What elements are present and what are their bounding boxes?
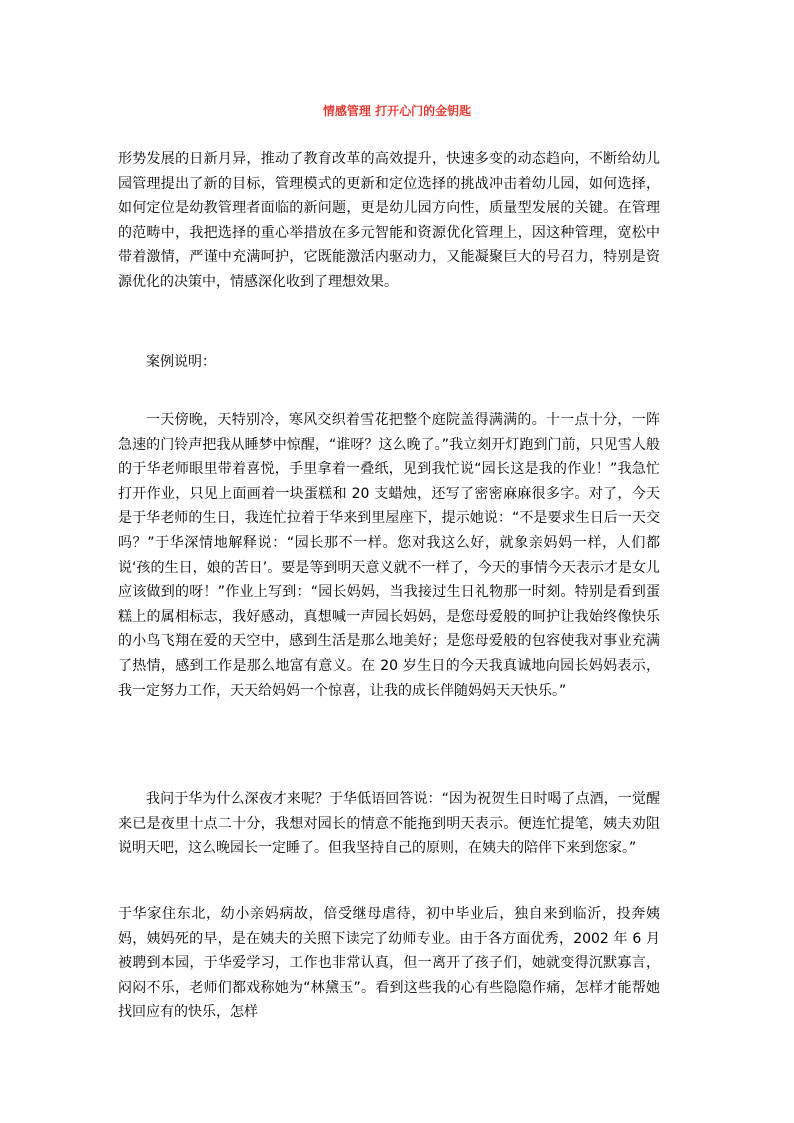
case-heading: 案例说明： bbox=[146, 354, 216, 370]
background-paragraph: 于华家住东北，幼小亲妈病故，倍受继母虐待，初中毕业后，独自来到临沂，投奔姨妈，姨妈死的早，是在姨夫的关照下读完了幼师专业。由于各方面优秀，2002 年 6 月被聘到本园，于华爱学习，工作也非常认真，但一离开了孩子们，她就变得沉默寡言，闷闷不乐，老师们都戏称她为“林黛玉”。看到这些我的心有些隐隐作痛，怎样才能帮她找回应有的快乐，怎样 bbox=[118, 906, 660, 1021]
case-story-paragraph: 一天傍晚，天特别冷，寒风交织着雪花把整个庭院盖得满满的。十一点十分，一阵急速的门铃声把我从睡梦中惊醒，“谁呀？这么晚了。”我立刻开灯跑到门前，只见雪人般的于华老师眼里带着喜悦，手里拿着一叠纸，见到我忙说“园长这是我的作业！”我急忙打开作业，只见上面画着一块蛋糕和 20 支蜡烛，还写了密密麻麻很多字。对了，今天是于华老师的生日，我连忙拉着于华来到里屋座下，提示她说：“不是要求生日后一天交吗？”于华深情地解释说：“园长那不一样。您对我这么好，就象亲妈妈一样，人们都说‘孩的生日，娘的苦日’。要是等到明天意义就不一样了，今天的事情今天表示才是女儿应该做到的呀！”作业上写到：“园长妈妈，当我接过生日礼物那一时刻。特别是看到蛋糕上的属相标志，我好感动，真想喊一声园长妈妈，是您母爱般的呵护让我始终像快乐的小鸟飞翔在爱的天空中，感到生活是那么地美好；是您母爱般的包容使我对事业充满了热情，感到工作是那么地富有意义。在 20 岁生日的今天我真诚地向园长妈妈表示，我一定努力工作，天天给妈妈一个惊喜，让我的成长伴随妈妈天天快乐。” bbox=[118, 412, 660, 699]
intro-paragraph: 形势发展的日新月异，推动了教育改革的高效提升，快速多变的动态趋向，不断给幼儿园管理提出了新的目标，管理模式的更新和定位选择的挑战冲击着幼儿园，如何选择，如何定位是幼教管理者面临的新问题，更是幼儿园方向性，质量型发展的关键。在管理的范畴中，我把选择的重心举措放在多元智能和资源优化管理上，因这种管理，宽松中带着激情，严谨中充满呵护，它既能激活内驱动力，又能凝聚巨大的号召力，特别是资源优化的决策中，情感深化收到了理想效果。 bbox=[118, 151, 660, 290]
late-visit-paragraph: 我问于华为什么深夜才来呢？于华低语回答说：“因为祝贺生日时喝了点酒，一觉醒来已是夜里十点二十分，我想对园长的情意不能拖到明天表示。便连忙提笔，姨夫劝阻说明天吧，这么晚园长一定睡了。但我坚持自己的原则，在姨夫的陪伴下来到您家。” bbox=[118, 791, 660, 857]
document-title: 情感管理 打开心门的金钥匙 bbox=[322, 104, 472, 118]
